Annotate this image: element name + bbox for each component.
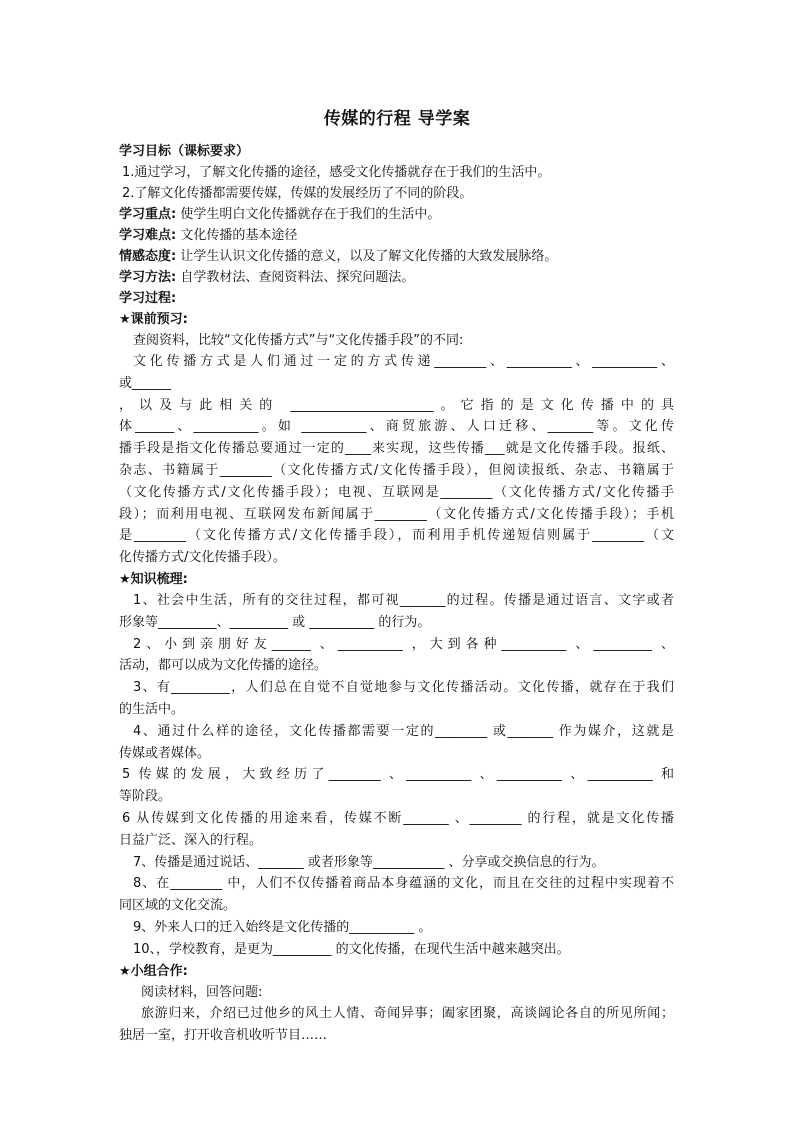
method-row: [119, 267, 674, 288]
preview-line: 文化传播方式是人们通过一定的方式传递________、__________、__________、: [133, 354, 674, 369]
preview-line: 杂志、书籍属于________（文化传播方式/文化传播手段），但阅读报纸、杂志、书籍属于: [119, 462, 674, 478]
preview-line: 是________（文化传播方式/文化传播手段），而利用手机传递短信则属于________（文: [119, 528, 674, 544]
knowledge-line: 同区域的文化交流。: [119, 898, 237, 914]
knowledge-list: [119, 590, 674, 961]
preview-line: 或______: [119, 375, 172, 391]
group-intro: 阅读材料，回答问题:: [141, 984, 263, 1000]
objectives-heading: 学习目标（课标要求）: [119, 144, 250, 159]
knowledge-line: 等阶段。: [119, 789, 172, 805]
difficulty-label: 学习难点:: [119, 228, 177, 243]
knowledge-line: 传媒或者媒体。: [119, 745, 211, 761]
knowledge-line: 活动，都可以成为文化传播的途径。: [119, 658, 328, 674]
preview-line: ，以及与此相关的 ______________________。它指的是文化传播中的具: [119, 397, 674, 413]
knowledge-line: 3、有_________，人们总在自觉不自觉地参与文化传播活动。文化传播，就存在于我们: [133, 680, 674, 696]
material-line: 旅游归来，介绍已过他乡的风土人情、奇闻异事；阖家团聚，高谈阔论各自的所见所闻；: [141, 1006, 674, 1022]
preview-intro: 查阅资料，比较“文化传播方式”与“文化传播手段”的不同:: [133, 333, 464, 348]
knowledge-heading: ★知识梳理:: [119, 571, 188, 587]
knowledge-line: 日益广泛、深入的行程。: [119, 832, 263, 848]
key-point-text: 使学生明白文化传播就存在于我们的生活中。: [180, 207, 441, 222]
method-label: 学习方法:: [119, 270, 177, 285]
key-point-label: 学习重点:: [119, 207, 177, 222]
group-heading: ★小组合作:: [119, 963, 188, 979]
knowledge-line: 7、传播是通过说话、_______ 或者形象等___________ 、分享或交换信息的行为。: [133, 854, 605, 870]
group-material: [119, 982, 674, 1047]
knowledge-line: 形象等_________、_________ 或 __________ 的行为。: [119, 614, 431, 630]
difficulty-text: 文化传播的基本途径: [180, 228, 298, 243]
preview-line: 段）；而利用电视、互联网发布新闻属于________（文化传播方式/文化传播手段）；手机: [119, 506, 674, 522]
attitude-label: 情感态度:: [119, 249, 177, 264]
knowledge-line: 6 从传媒到文化传播的用途来看，传媒不断_______ 、________ 的行程，就是文化传播: [122, 810, 674, 826]
knowledge-line: 8、在________ 中，人们不仅传播着商品本身蕴涵的文化，而且在交往的过程中实现着不: [133, 876, 674, 892]
attitude-row: [119, 246, 674, 267]
material-line: 独居一室，打开收音机收听节目……: [119, 1028, 328, 1044]
attitude-text: 让学生认识文化传播的意义，以及了解文化传播的大致发展脉络。: [180, 249, 558, 264]
knowledge-line: 9、外来人口的迁入始终是文化传播的__________ 。: [133, 919, 432, 935]
knowledge-line: 2、小到亲朋好友______ 、__________ ，大到各种__________ 、_________ 、: [133, 636, 674, 652]
knowledge-line: 4、通过什么样的途径，文化传播都需要一定的________ 或_______ 作为媒介，这就是: [133, 723, 674, 739]
knowledge-line: 10、，学校教育，是更为_________ 的文化传播，在现代生活中越来越突出。: [133, 941, 570, 957]
document-body: [119, 141, 674, 1047]
difficulty-row: [119, 225, 674, 246]
preview-line: 播手段是指文化传播总要通过一定的____来实现，这些传播___就是文化传播手段。报纸、: [119, 441, 674, 457]
knowledge-line: 1、社会中生活，所有的交往过程，都可视_______的过程。传播是通过语言、文字或者: [133, 592, 674, 608]
objective-item: 2.了解文化传播都需要传媒，传媒的发展经历了不同的阶段。: [122, 186, 473, 201]
method-text: 自学教材法、查阅资料法、探究问题法。: [180, 270, 415, 285]
knowledge-line: 5 传媒的发展，大致经历了________ 、__________ 、__________ 、__________ 和: [122, 767, 674, 783]
key-point-row: [119, 204, 674, 225]
process-label: 学习过程:: [119, 291, 177, 306]
preview-line: 化传播方式/文化传播手段）。: [119, 550, 286, 566]
preview-heading: ★课前预习:: [119, 312, 188, 327]
objective-item: 1.通过学习，了解文化传播的途径，感受文化传播就存在于我们的生活中。: [122, 165, 551, 180]
knowledge-line: 的生活中。: [119, 701, 185, 717]
preview-line: （文化传播方式/文化传播手段）；电视、互联网是________（文化传播方式/文化传播手: [119, 484, 674, 500]
preview-line: 体______、__________。如 __________、商贸旅游、人口迁移、_______等。文化传: [119, 419, 674, 435]
page-title: 传媒的行程 导学案: [323, 109, 471, 129]
preview-paragraph: [119, 351, 674, 569]
